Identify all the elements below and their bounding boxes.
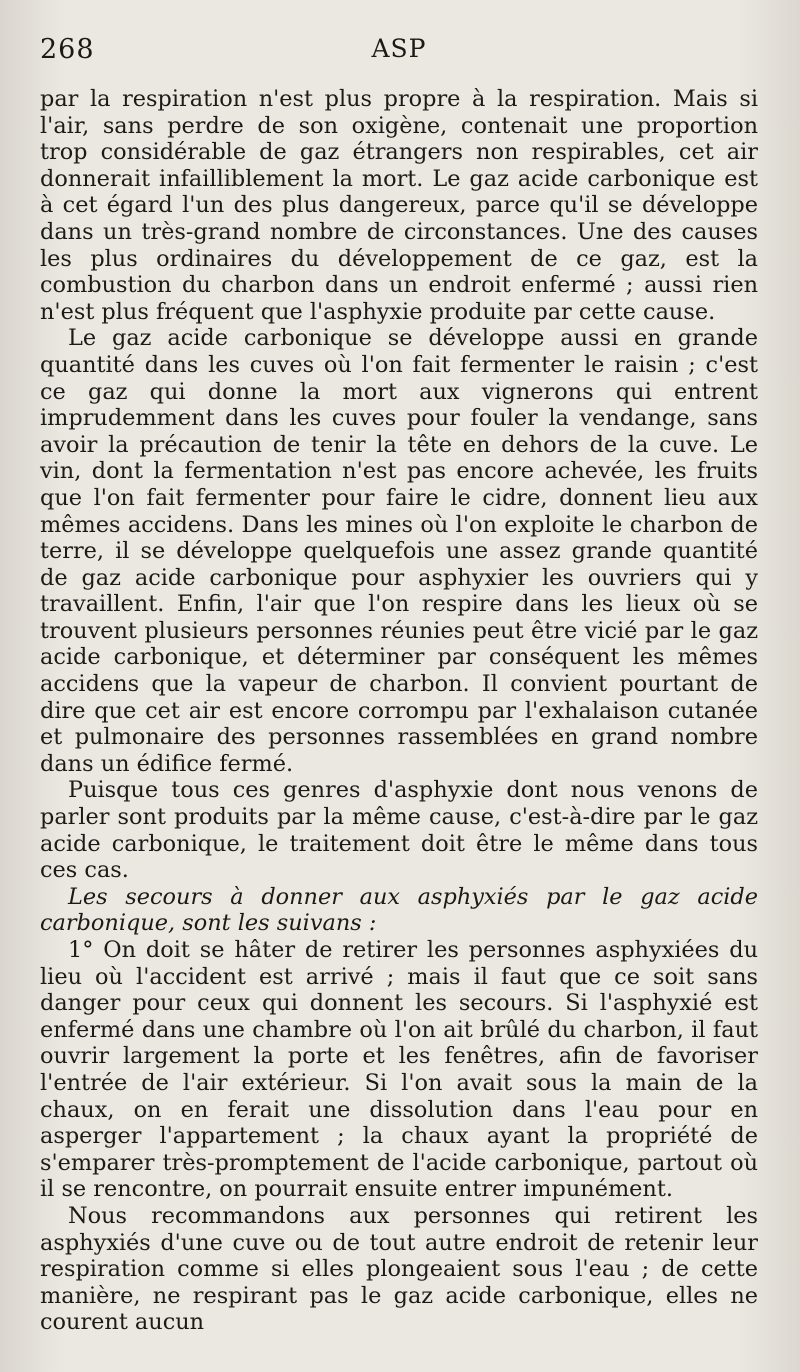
paragraph-continuation: par la respiration n'est plus propre à la respiration. Mais si l'air, sans perdre de son oxigène, contenait une proportion trop considérable de gaz étrangers non respirables, cet air donnerait infailliblement la mort. Le gaz acide carbonique est à cet égard l'un des plus dangereux, parce qu'il se développe dans un très-grand nombre de circonstances. Une des causes les plus ordinaires du développement de ce gaz, est la combustion du charbon dans un endroit enfermé ; aussi rien n'est plus fréquent que l'asphyxie produite par cette cause. xyxy=(40,86,758,325)
page-header xyxy=(40,34,758,86)
paragraph-recommandation: Nous recommandons aux personnes qui retirent les asphyxiés d'une cuve ou de tout autre endroit de retenir leur respiration comme si elles plongeaient sous l'eau ; de cette manière, ne respirant pas le gaz acide carbonique, elles ne courent aucun xyxy=(40,1202,758,1336)
paragraph-cuves: Le gaz acide carbonique se développe aussi en grande quantité dans les cuves où l'on fait fermenter le raisin ; c'est ce gaz qui donne la mort aux vignerons qui entrent imprudemment dans les cuves pour fouler la vendange, sans avoir la précaution de tenir la tête en dehors de la cuve. Le vin, dont la fermentation n'est pas encore achevée, les fruits que l'on fait fermenter pour faire le cidre, donnent lieu aux mêmes accidens. Dans les mines où l'on exploite le charbon de terre, il se développe quelquefois une assez grande quantité de gaz acide carbonique pour asphyxier les ouvriers qui y travaillent. Enfin, l'air que l'on respire dans les lieux où se trouvent plusieurs personnes réunies peut être vicié par le gaz acide carbonique, et déterminer par conséquent les mêmes accidens que la vapeur de charbon. Il convient pourtant de dire que cet air est encore corrompu par l'exhalaison cutanée et pulmonaire des personnes rassemblées en grand nombre dans un édifice fermé. xyxy=(40,325,758,777)
running-head: ASP xyxy=(371,34,427,63)
page-number: 268 xyxy=(40,34,95,65)
paragraph-premier-secours: 1° On doit se hâter de retirer les personnes asphyxiées du lieu où l'accident est arrivé ; mais il faut que ce soit sans danger pour ceux qui donnent les secours. Si l'asphyxié est enfermé dans une chambre où l'on ait brûlé du charbon, il faut ouvrir largement la porte et les fenêtres, afin de favoriser l'entrée de l'air extérieur. Si l'on avait sous la main de la chaux, on en ferait une dissolution dans l'eau pour en asperger l'appartement ; la chaux ayant la propriété de s'emparer très-promptement de l'acide carbonique, partout où il se rencontre, on pourrait ensuite entrer impunément. xyxy=(40,937,758,1203)
body-text xyxy=(40,86,758,1336)
paragraph-traitement: Puisque tous ces genres d'asphyxie dont nous venons de parler sont produits par la même cause, c'est-à-dire par le gaz acide carbonique, le traitement doit être le même dans tous ces cas. xyxy=(40,777,758,884)
paragraph-secours-heading: Les secours à donner aux asphyxiés par le gaz acide carbonique, sont les suivans : xyxy=(40,883,758,937)
